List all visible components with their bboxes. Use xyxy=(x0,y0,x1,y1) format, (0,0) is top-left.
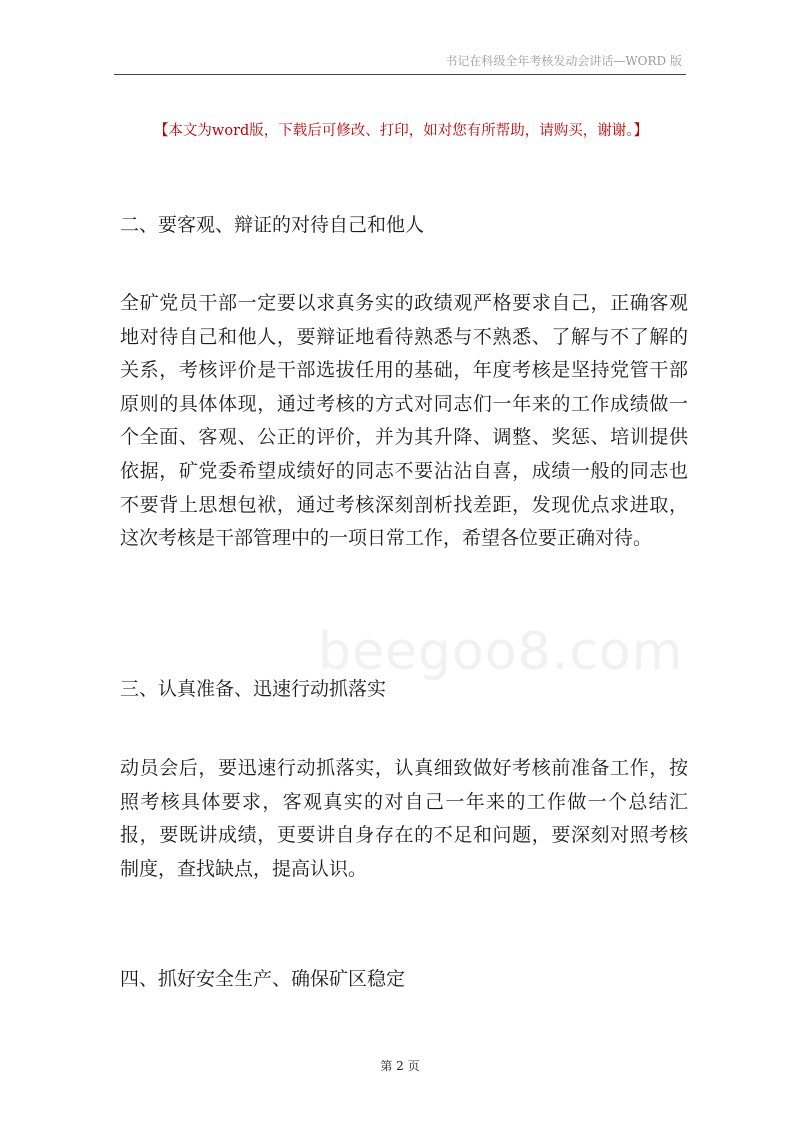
section-paragraph-3: 动员会后，要迅速行动抓落实，认真细致做好考核前准备工作，按照考核具体要求，客观真实的对自己一年来的工作做一个总结汇报，要既讲成绩，更要讲自身存在的不足和问题，要深刻对照考核制度，查找缺点，提高认识。 xyxy=(120,757,688,880)
running-header-title: 书记在科级全年考核发动会讲话—WORD 版 xyxy=(445,54,682,68)
section-heading-2: 二、要客观、辩证的对待自己和他人 xyxy=(120,214,425,236)
page-number: 第 2 页 xyxy=(380,1059,420,1073)
purchase-notice: 【本文为word版，下载后可修改、打印，如对您有所帮助，请购买，谢谢。】 xyxy=(153,123,649,139)
section-heading-4: 四、抓好安全生产、确保矿区稳定 xyxy=(120,968,406,990)
watermark-text: beegoo8.com xyxy=(318,622,684,682)
header-rule xyxy=(114,74,686,75)
section-heading-3: 三、认真准备、迅速行动抓落实 xyxy=(120,678,387,700)
section-paragraph-2: 全矿党员干部一定要以求真务实的政绩观严格要求自己，正确客观地对待自己和他人，要辩证地看待熟悉与不熟悉、了解与不了解的关系，考核评价是干部选拔任用的基础，年度考核是坚持党管干部原则的具体体现，通过考核的方式对同志们一年来的工作成绩做一个全面、客观、公正的评价，并为其升降、调整、奖惩、培训提供依据，矿党委希望成绩好的同志不要沾沾自喜，成绩一般的同志也不要背上思想包袱，通过考核深刻剖析找差距，发现优点求进取，这次考核是干部管理中的一项日常工作，希望各位要正确对待。 xyxy=(120,292,688,550)
